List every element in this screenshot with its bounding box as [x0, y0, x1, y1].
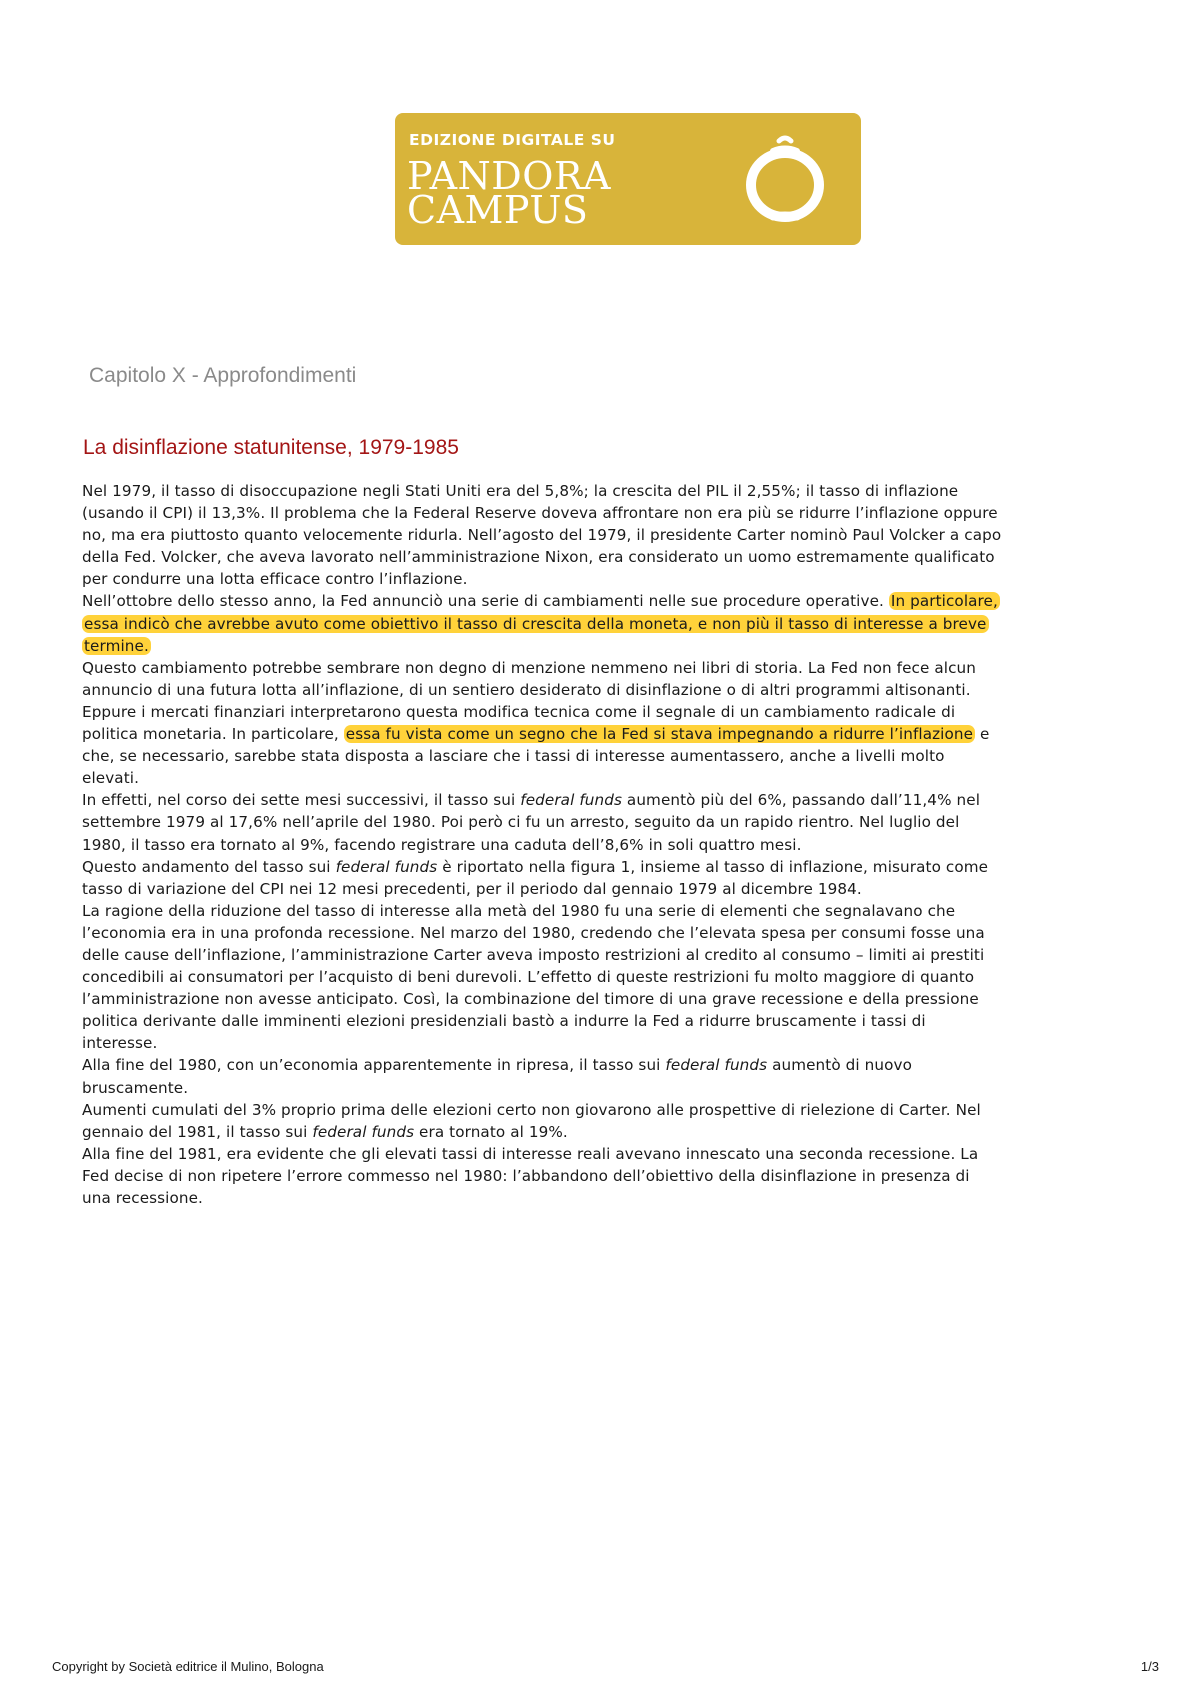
- article-title: La disinflazione statunitense, 1979-1985: [83, 436, 459, 459]
- text-segment: La ragione della riduzione del tasso di interesse alla metà del 1980 fu una serie di elementi che segnalavano che l’economia era in una profonda recessione. Nel marzo del 1980, credendo che l’elevata spesa per consumi fosse una delle cause dell’inflazione, l’amministrazione Carter aveva imposto restrizioni al credito al consumo – limiti ai prestiti concedibili ai consumatori per l’acquisto di beni durevoli. L’effetto di queste restrizioni fu molto maggiore di quanto l’amministrazione non avesse anticipato. Così, la combinazione del timore di una grave recessione e della pressione politica derivante dalle imminenti elezioni presidenziali bastò a indurre la Fed a ridurre bruscamente i tassi di interesse.: [82, 901, 985, 1053]
- italic-term: federal funds: [520, 791, 622, 810]
- italic-term: federal funds: [665, 1056, 768, 1075]
- text-segment: Aumenti cumulati del 3% proprio prima delle elezioni certo non giovarono alle prospettive di rielezione di Carter. Nel gennaio del 1981, il tasso sui: [82, 1100, 981, 1141]
- text-segment: Nel 1979, il tasso di disoccupazione negli Stati Uniti era del 5,8%; la crescita del PIL il 2,55%; il tasso di inflazione (usando il CPI) il 13,3%. Il problema che la Federal Reserve doveva affrontare non era più se ridurre l’inflazione oppure no, ma era piuttosto quanto velocemente ridurla. Nell’agosto del 1979, il presidente Carter nominò Paul Volcker a capo della Fed. Volcker, che aveva lavorato nell’amministrazione Nixon, era considerato un uomo estremamente qualificato per condurre una lotta efficace contro l’inflazione.: [82, 482, 1002, 589]
- text-segment: è riportato nella figura 1, insieme al tasso di inflazione, misurato come tasso di variazione del CPI nei 12 mesi precedenti, per il periodo dal gennaio 1979 al dicembre 1984.: [82, 857, 989, 898]
- body-paragraph: [82, 1099, 1002, 1143]
- highlighted-text: In particolare, essa indicò che avrebbe avuto come obiettivo il tasso di crescita della moneta, e non più il tasso di interesse a breve termine.: [84, 592, 998, 655]
- body-paragraph: [82, 900, 1002, 1055]
- text-segment: Questo andamento del tasso sui: [82, 857, 336, 876]
- article-body: [82, 480, 1002, 1209]
- pandora-jar-icon: [735, 129, 835, 229]
- footer-copyright: Copyright by Società editrice il Mulino, Bologna: [52, 1659, 324, 1674]
- body-paragraph: [82, 657, 1002, 790]
- text-segment: Alla fine del 1981, era evidente che gli elevati tassi di interesse reali avevano innescato una seconda recessione. La Fed decise di non ripetere l’errore commesso nel 1980: l’abbandono dell’obiettivo della disinflazione in presenza di una recessione.: [82, 1144, 979, 1207]
- body-paragraph: [82, 789, 1002, 855]
- italic-term: federal funds: [312, 1122, 415, 1141]
- text-segment: In effetti, nel corso dei sette mesi successivi, il tasso sui: [82, 791, 521, 810]
- text-segment: era tornato al 19%.: [414, 1122, 568, 1141]
- body-paragraph: [82, 1143, 1002, 1209]
- logo-name-line2: CAMPUS: [407, 188, 589, 232]
- body-paragraph: [82, 1054, 1002, 1098]
- text-segment: aumentò di nuovo bruscamente.: [82, 1056, 912, 1097]
- logo-edition-label: EDIZIONE DIGITALE SU: [409, 131, 616, 149]
- footer-page-number: 1/3: [1140, 1659, 1159, 1674]
- logo-name-line1: PANDORA: [407, 154, 611, 198]
- text-segment: Alla fine del 1980, con un’economia apparentemente in ripresa, il tasso sui: [82, 1056, 666, 1075]
- text-segment: Questo cambiamento potrebbe sembrare non degno di menzione nemmeno nei libri di storia. La Fed non fece alcun annuncio di una futura lotta all’inflazione, di un sentiero desiderato di disinflazione o di altri programmi altisonanti. Eppure i mercati finanziari interpretarono questa modifica tecnica come il segnale di un cambiamento radicale di politica monetaria. In particolare,: [82, 658, 976, 744]
- body-paragraph: [82, 480, 1002, 590]
- body-paragraph: [82, 590, 1002, 656]
- body-paragraph: [82, 856, 1002, 900]
- italic-term: federal funds: [335, 857, 438, 876]
- highlighted-text: essa fu vista come un segno che la Fed si stava impegnando a ridurre l’inflazione: [345, 725, 974, 744]
- chapter-heading: Capitolo X - Approfondimenti: [89, 364, 357, 387]
- text-segment: e che, se necessario, sarebbe stata disposta a lasciare che i tassi di interesse aumentassero, anche a livelli molto elevati.: [82, 725, 990, 788]
- text-segment: aumentò più del 6%, passando dall’11,4% nel settembre 1979 al 17,6% nell’aprile del 1980. Poi però ci fu un arresto, seguito da un rapido rientro. Nel luglio del 1980, il tasso era tornato al 9%, facendo registrare una caduta dell’8,6% in soli quattro mesi.: [82, 791, 981, 854]
- pandora-campus-logo: [395, 113, 861, 245]
- text-segment: Nell’ottobre dello stesso anno, la Fed annunciò una serie di cambiamenti nelle sue procedure operative.: [82, 592, 889, 611]
